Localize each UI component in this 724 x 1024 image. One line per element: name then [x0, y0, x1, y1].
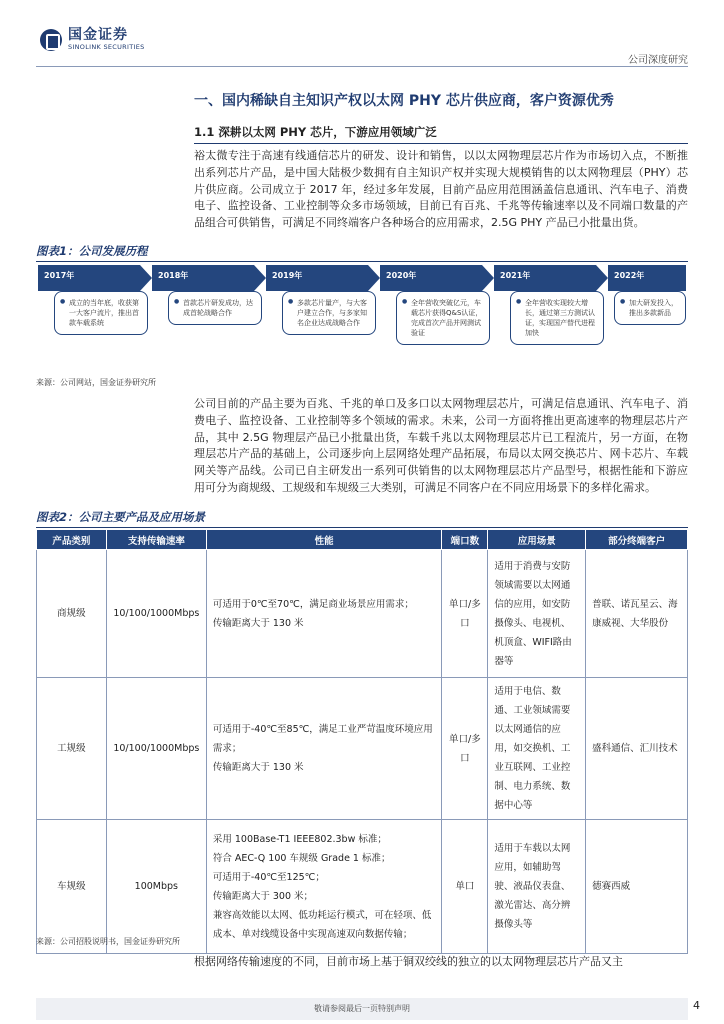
timeline-year: 2022年: [614, 271, 645, 280]
cell-rate: 100Mbps: [106, 820, 206, 954]
brand-logo-icon: [40, 29, 62, 51]
figure-2-rule: [36, 527, 688, 528]
timeline-card: ● 全年营收实现较大增长，通过第三方测试认证，实现国产替代进程加快: [510, 291, 604, 345]
body-paragraph-1: 裕太微专注于高速有线通信芯片的研发、设计和销售，以以太网物理层芯片作为市场切入点，不断推出系列芯片产品，是中国大陆极少数拥有自主知识产权并实现大规模销售的以太网物理层（PHY）芯片供应商。公司成立于 2017 年，经过多年发展，目前产品应用范围涵盖信息通讯、汽车电子、消费电子、监控设备、工业控制等众多市场领域，目前已有百兆、千兆等传输速率以及不同端口数量的产品组合可供销售，可满足不同终端客户各种场合的应用需求，2.5G PHY 产品已小批量出货。: [194, 149, 688, 230]
timeline-bar: [38, 265, 686, 291]
performance-line: 传输距离大于 300 米；: [212, 890, 314, 902]
timeline-year: 2019年: [272, 271, 303, 280]
cell-category: 工规级: [37, 678, 107, 820]
cell-customers: 德赛西威: [586, 820, 688, 954]
timeline-year: 2017年: [44, 271, 75, 280]
cell-ports: 单口/多口: [442, 678, 488, 820]
timeline-card: ● 全年营收突破亿元，车载芯片获得Q&S认证，完成首次产品并网测试验证: [396, 291, 490, 345]
timeline-year: 2021年: [500, 271, 531, 280]
subsection-divider: [194, 143, 688, 144]
performance-line: 符合 AEC-Q 100 车规级 Grade 1 标准；: [212, 852, 391, 864]
subsection-heading: 1.1 深耕以太网 PHY 芯片，下游应用领域广泛: [194, 125, 437, 139]
page-number: 4: [693, 999, 700, 1012]
timeline-card: ● 加大研发投入，推出多款新品: [614, 291, 686, 325]
footer-disclaimer: 敬请参阅最后一页特别声明: [314, 1004, 410, 1013]
development-timeline: [38, 265, 686, 373]
performance-line: 兼容高效能以太网、低功耗运行模式，可在轻项、低成本、单对线缆设备中实现高速双向数据传输；: [212, 909, 432, 940]
table-row: [37, 678, 688, 820]
header-divider: [36, 66, 688, 67]
table-row: [37, 550, 688, 678]
timeline-year: 2018年: [158, 271, 189, 280]
brand-logo: [40, 28, 145, 51]
body-paragraph-2: 公司目前的产品主要为百兆、千兆的单口及多口以太网物理层芯片，可满足信息通讯、汽车电子、消费电子、监控设备、工业控制等多个领域的需求。未来，公司一方面将推出更高速率的物理层芯片产品，其中 2.5G 物理层产品已小批量出货，车载千兆以太网物理层芯片已工程流片，另一方面，在物理层芯片产品的基础上，公司逐步向上层网络处理产品拓展，布局以太网交换芯片、网卡芯片、车载网关等产品线。公司已自主研发出一系列可供销售的以太网物理层芯片产品型号，根据性能和下游应用可分为商规级、工规级和车规级三大类别，可满足不同客户在不同应用场景下的多样化需求。: [194, 397, 688, 494]
timeline-arrow: [140, 265, 152, 291]
section-heading: 一、国内稀缺自主知识产权以太网 PHY 芯片供应商，客户资源优秀: [194, 93, 614, 109]
cell-customers: 普联、诺瓦星云、海康威视、大华股份: [586, 550, 688, 678]
figure-2-title: 图表2：公司主要产品及应用场景: [36, 510, 205, 524]
timeline-card: ● 成立的当年底，收获第一大客户流片，推出首款车载系统: [54, 291, 148, 335]
cell-performance: [206, 820, 442, 954]
brand-name-cn: 国金证券: [68, 27, 128, 43]
timeline-arrow: [368, 265, 380, 291]
table-header-row: [37, 530, 688, 550]
table-row: [37, 820, 688, 954]
cell-ports: 单口: [442, 820, 488, 954]
figure-1-title: 图表1：公司发展历程: [36, 244, 148, 258]
figure-1-rule: [36, 261, 688, 262]
cell-customers: 盛科通信、汇川技术: [586, 678, 688, 820]
products-table: [36, 529, 688, 954]
figure-1-source: 来源：公司网站，国金证券研究所: [36, 378, 156, 387]
performance-line: 可适用于-40℃至85℃，满足工业严苛温度环境应用需求；: [212, 724, 433, 754]
col-header-rate: 支持传输速率: [106, 530, 206, 550]
cell-category: 商规级: [37, 550, 107, 678]
performance-line: 采用 100Base-T1 IEEE802.3bw 标准；: [212, 833, 387, 845]
performance-line: 可适用于-40℃至125℃；: [212, 871, 325, 883]
cell-category: 车规级: [37, 820, 107, 954]
timeline-card: ● 多款芯片量产，与大客户建立合作，与多家知名企业达成战略合作: [282, 291, 376, 335]
col-header-category: 产品类别: [37, 530, 107, 550]
cell-rate: 10/100/1000Mbps: [106, 678, 206, 820]
performance-line: 可适用于0℃至70℃，满足商业场景应用需求；: [212, 598, 414, 610]
cell-scenario: 适用于车载以太网应用，如辅助驾驶、液晶仪表盘、激光雷达、高分辨摄像头等: [488, 820, 586, 954]
cell-performance: [206, 550, 442, 678]
col-header-performance: 性能: [206, 530, 442, 550]
body-paragraph-3: 根据网络传输速度的不同，目前市场上基于铜双绞线的独立的以太网物理层芯片产品又主: [194, 955, 623, 968]
cell-scenario: 适用于电信、数通、工业领域需要以太网通信的应用，如交换机、工业互联网、工业控制、电力系统、数据中心等: [488, 678, 586, 820]
report-type-label: 公司深度研究: [628, 55, 688, 66]
timeline-arrow: [254, 265, 266, 291]
col-header-scenario: 应用场景: [488, 530, 586, 550]
cell-ports: 单口/多口: [442, 550, 488, 678]
timeline-year: 2020年: [386, 271, 417, 280]
cell-scenario: 适用于消费与安防领域需要以太网通信的应用，如安防摄像头、电视机、机顶盒、WIFI路由器等: [488, 550, 586, 678]
col-header-ports: 端口数: [442, 530, 488, 550]
timeline-arrow: [596, 265, 608, 291]
timeline-arrow: [482, 265, 494, 291]
figure-2-source: 来源：公司招股说明书，国金证券研究所: [36, 937, 180, 946]
performance-line: 传输距离大于 130 米: [212, 762, 304, 773]
performance-line: 传输距离大于 130 米: [212, 617, 304, 629]
cell-performance: [206, 678, 442, 820]
timeline-card: ● 首款芯片研发成功，达成首轮战略合作: [168, 291, 262, 325]
brand-name-en: SINOLINK SECURITIES: [68, 43, 145, 51]
col-header-customers: 部分终端客户: [586, 530, 688, 550]
cell-rate: 10/100/1000Mbps: [106, 550, 206, 678]
